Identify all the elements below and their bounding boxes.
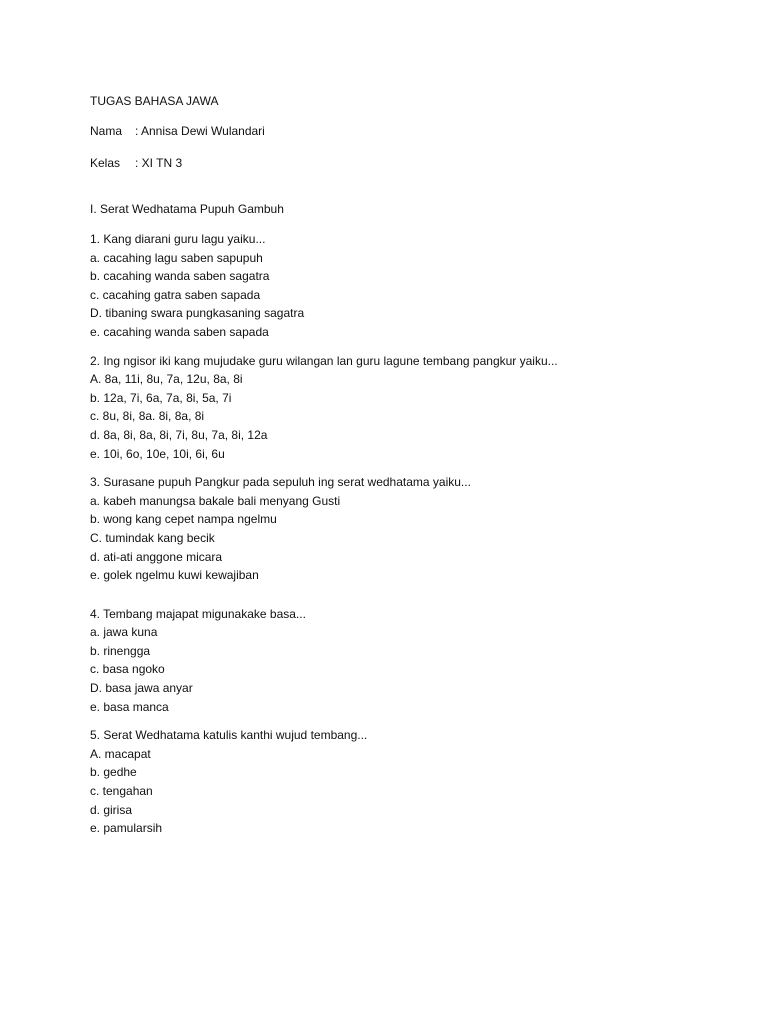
option-d: d. girisa: [90, 802, 133, 817]
option-e: e. basa manca: [90, 699, 169, 714]
nama-value: : Annisa Dewi Wulandari: [135, 124, 265, 138]
option-a: A. macapat: [90, 746, 151, 761]
option-b: b. wong kang cepet nampa ngelmu: [90, 512, 277, 527]
question-text: 5. Serat Wedhatama katulis kanthi wujud tembang...: [90, 728, 368, 743]
kelas-row: [90, 154, 730, 172]
option-e: e. 10i, 6o, 10e, 10i, 6i, 6u: [90, 446, 225, 461]
option-d: d. 8a, 8i, 8a, 8i, 7i, 8u, 7a, 8i, 12a: [90, 427, 268, 442]
nama-label: Nama: [90, 124, 123, 138]
document-body: [90, 92, 730, 838]
option-list: [90, 492, 730, 585]
option-a: A. 8a, 11i, 8u, 7a, 12u, 8a, 8i: [90, 372, 243, 387]
question-2: [90, 352, 730, 464]
option-d: D. basa jawa anyar: [90, 681, 193, 696]
option-b: b. cacahing wanda saben sagatra: [90, 269, 270, 284]
option-c: c. tengahan: [90, 784, 153, 799]
nama-row: [90, 122, 730, 140]
question-text: 3. Surasane pupuh Pangkur pada sepuluh ing serat wedhatama yaiku...: [90, 475, 471, 490]
option-b: b. gedhe: [90, 765, 137, 780]
option-e: e. pamularsih: [90, 821, 163, 836]
option-c: c. basa ngoko: [90, 662, 165, 677]
option-a: a. jawa kuna: [90, 625, 158, 640]
option-d: d. ati-ati anggone micara: [90, 549, 223, 564]
option-list: [90, 370, 730, 463]
question-text: 2. Ing ngisor iki kang mujudake guru wilangan lan guru lagune tembang pangkur yaiku...: [90, 353, 558, 368]
question-1: [90, 230, 730, 342]
option-c: c. cacahing gatra saben sapada: [90, 287, 261, 302]
option-c: C. tumindak kang becik: [90, 530, 215, 545]
option-e: e. golek ngelmu kuwi kewajiban: [90, 568, 259, 583]
question-5: [90, 726, 730, 838]
option-b: b. 12a, 7i, 6a, 7a, 8i, 5a, 7i: [90, 390, 232, 405]
option-e: e. cacahing wanda saben sapada: [90, 324, 269, 339]
option-a: a. kabeh manungsa bakale bali menyang Gusti: [90, 493, 341, 508]
section-heading: I. Serat Wedhatama Pupuh Gambuh: [90, 202, 284, 216]
option-b: b. rinengga: [90, 643, 151, 658]
question-text: 4. Tembang majapat migunakake basa...: [90, 606, 306, 621]
option-a: a. cacahing lagu saben sapupuh: [90, 250, 263, 265]
kelas-value: : XI TN 3: [135, 156, 183, 170]
question-3: [90, 473, 730, 585]
option-d: D. tibaning swara pungkasaning sagatra: [90, 306, 305, 321]
option-list: [90, 623, 730, 716]
option-list: [90, 745, 730, 838]
kelas-label: Kelas: [90, 156, 121, 170]
option-list: [90, 249, 730, 342]
option-c: c. 8u, 8i, 8a. 8i, 8a, 8i: [90, 409, 205, 424]
document-title: TUGAS BAHASA JAWA: [90, 94, 219, 108]
question-4: [90, 605, 730, 717]
question-text: 1. Kang diarani guru lagu yaiku...: [90, 232, 266, 246]
